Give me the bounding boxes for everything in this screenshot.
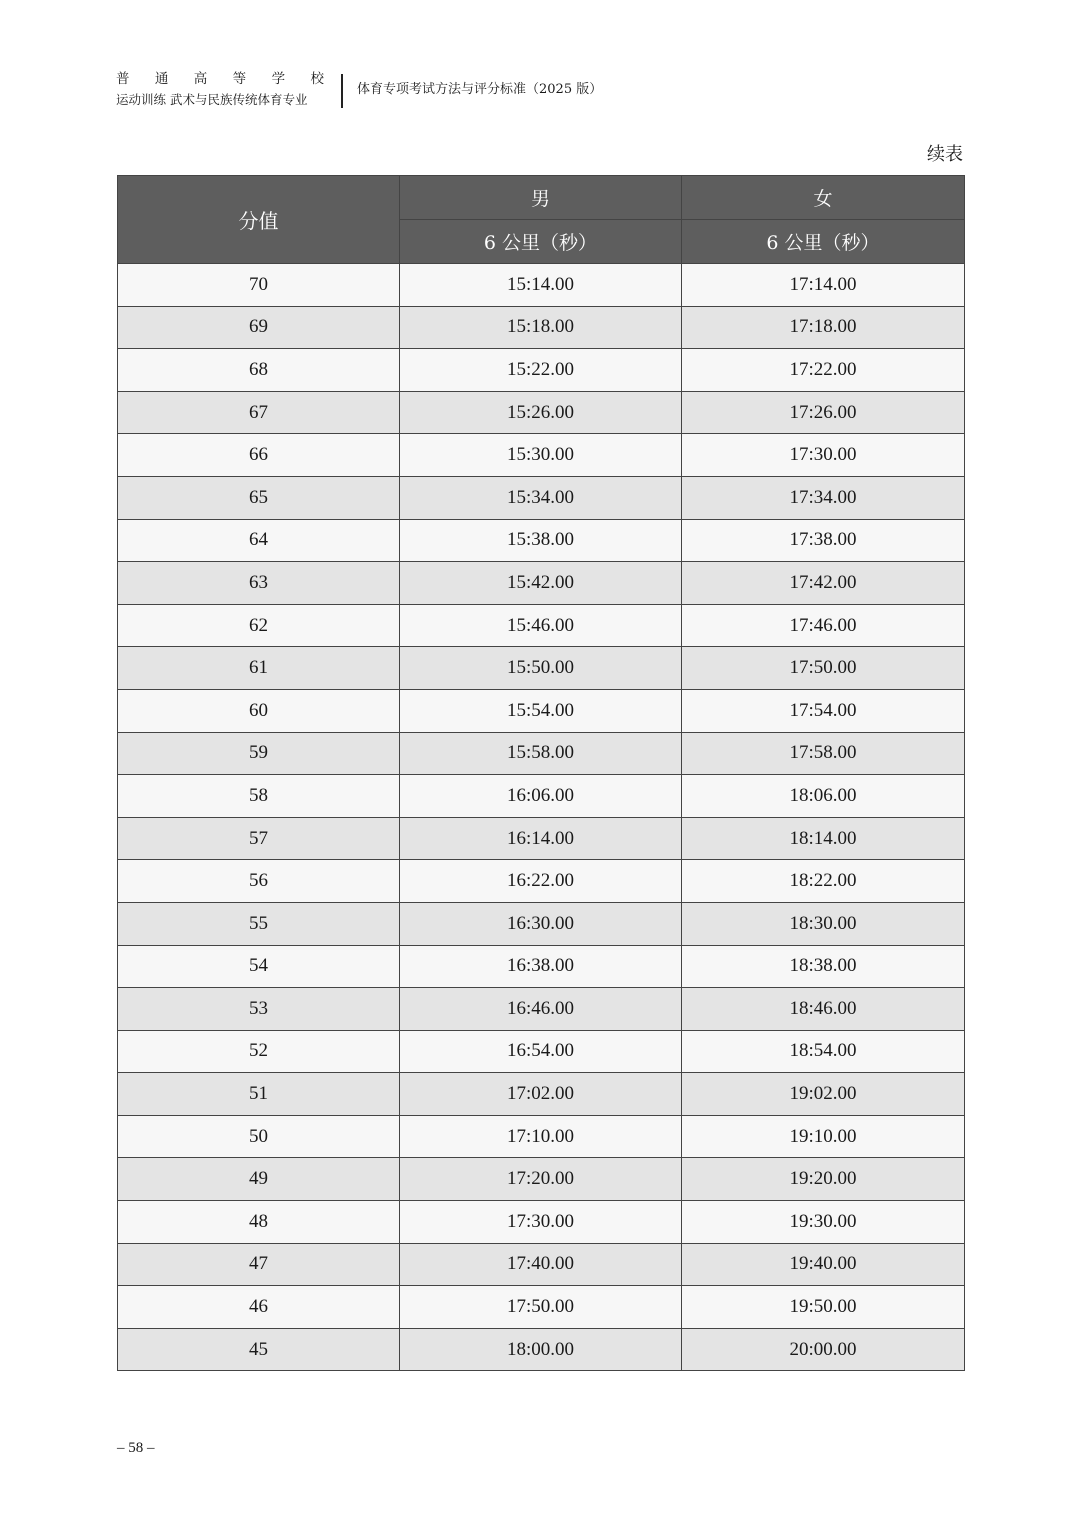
male-time-cell: 16:38.00 — [400, 945, 682, 988]
male-time-cell: 15:30.00 — [400, 434, 682, 477]
header-school-type — [116, 70, 324, 88]
header-char: 学 — [271, 71, 286, 87]
female-time-cell: 17:58.00 — [682, 732, 965, 775]
table-row — [118, 476, 965, 519]
male-time-cell: 16:54.00 — [400, 1030, 682, 1073]
table-row — [118, 306, 965, 349]
male-time-cell: 15:42.00 — [400, 562, 682, 605]
male-time-cell: 15:54.00 — [400, 689, 682, 732]
female-time-cell: 18:54.00 — [682, 1030, 965, 1073]
table-row — [118, 860, 965, 903]
table-row — [118, 519, 965, 562]
female-time-cell: 18:46.00 — [682, 988, 965, 1031]
female-time-cell: 17:34.00 — [682, 476, 965, 519]
female-time-cell: 19:30.00 — [682, 1201, 965, 1244]
female-subheader: 6 公里（秒） — [682, 220, 965, 264]
score-column-header: 分值 — [118, 176, 400, 264]
female-time-cell: 17:38.00 — [682, 519, 965, 562]
male-time-cell: 18:00.00 — [400, 1328, 682, 1371]
header-char: 高 — [193, 71, 208, 87]
score-cell: 70 — [118, 264, 400, 307]
male-time-cell: 17:40.00 — [400, 1243, 682, 1286]
male-time-cell: 15:50.00 — [400, 647, 682, 690]
table-row — [118, 732, 965, 775]
table-row — [118, 817, 965, 860]
female-column-header: 女 — [682, 176, 965, 220]
header-char: 校 — [310, 71, 324, 87]
female-time-cell: 17:50.00 — [682, 647, 965, 690]
header-char: 等 — [232, 71, 247, 87]
male-time-cell: 15:14.00 — [400, 264, 682, 307]
score-table — [117, 175, 965, 1371]
male-time-cell: 17:20.00 — [400, 1158, 682, 1201]
female-time-cell: 17:30.00 — [682, 434, 965, 477]
table-row — [118, 988, 965, 1031]
male-time-cell: 17:50.00 — [400, 1286, 682, 1329]
score-cell: 46 — [118, 1286, 400, 1329]
male-time-cell: 15:38.00 — [400, 519, 682, 562]
female-time-cell: 17:42.00 — [682, 562, 965, 605]
table-row — [118, 689, 965, 732]
score-cell: 65 — [118, 476, 400, 519]
female-time-cell: 17:22.00 — [682, 349, 965, 392]
table-row — [118, 562, 965, 605]
header-document-title: 体育专项考试方法与评分标准（2025 版） — [357, 82, 603, 97]
score-cell: 64 — [118, 519, 400, 562]
table-row — [118, 945, 965, 988]
male-time-cell: 15:26.00 — [400, 391, 682, 434]
table-row — [118, 1286, 965, 1329]
table-row — [118, 1243, 965, 1286]
header-char: 普 — [116, 71, 130, 87]
score-cell: 57 — [118, 817, 400, 860]
table-row — [118, 647, 965, 690]
male-time-cell: 16:30.00 — [400, 902, 682, 945]
score-cell: 60 — [118, 689, 400, 732]
male-time-cell: 16:14.00 — [400, 817, 682, 860]
score-cell: 48 — [118, 1201, 400, 1244]
table-row — [118, 264, 965, 307]
header-char: 通 — [154, 71, 169, 87]
page-number: – 58 – — [117, 1440, 155, 1456]
running-header-left — [116, 70, 324, 110]
header-major: 运动训练 武术与民族传统体育专业 — [116, 92, 308, 107]
female-time-cell: 20:00.00 — [682, 1328, 965, 1371]
male-time-cell: 16:06.00 — [400, 775, 682, 818]
table-row — [118, 1158, 965, 1201]
female-time-cell: 19:50.00 — [682, 1286, 965, 1329]
female-time-cell: 18:06.00 — [682, 775, 965, 818]
score-cell: 58 — [118, 775, 400, 818]
male-column-header: 男 — [400, 176, 682, 220]
table-row — [118, 1328, 965, 1371]
male-time-cell: 16:22.00 — [400, 860, 682, 903]
male-time-cell: 17:10.00 — [400, 1115, 682, 1158]
score-cell: 62 — [118, 604, 400, 647]
table-row — [118, 391, 965, 434]
female-time-cell: 17:54.00 — [682, 689, 965, 732]
female-time-cell: 17:26.00 — [682, 391, 965, 434]
score-cell: 67 — [118, 391, 400, 434]
male-subheader: 6 公里（秒） — [400, 220, 682, 264]
score-cell: 47 — [118, 1243, 400, 1286]
table-row — [118, 434, 965, 477]
score-cell: 49 — [118, 1158, 400, 1201]
score-table-body — [118, 264, 965, 1371]
male-time-cell: 15:18.00 — [400, 306, 682, 349]
score-cell: 69 — [118, 306, 400, 349]
female-time-cell: 18:22.00 — [682, 860, 965, 903]
score-cell: 54 — [118, 945, 400, 988]
score-cell: 68 — [118, 349, 400, 392]
female-time-cell: 19:40.00 — [682, 1243, 965, 1286]
female-time-cell: 19:10.00 — [682, 1115, 965, 1158]
male-time-cell: 17:02.00 — [400, 1073, 682, 1116]
score-cell: 55 — [118, 902, 400, 945]
table-row — [118, 349, 965, 392]
continued-table-label: 续表 — [927, 144, 963, 165]
female-time-cell: 17:18.00 — [682, 306, 965, 349]
score-cell: 66 — [118, 434, 400, 477]
score-cell: 63 — [118, 562, 400, 605]
score-cell: 51 — [118, 1073, 400, 1116]
male-time-cell: 15:22.00 — [400, 349, 682, 392]
score-cell: 50 — [118, 1115, 400, 1158]
male-time-cell: 15:58.00 — [400, 732, 682, 775]
female-time-cell: 18:14.00 — [682, 817, 965, 860]
score-cell: 56 — [118, 860, 400, 903]
male-time-cell: 15:46.00 — [400, 604, 682, 647]
male-time-cell: 17:30.00 — [400, 1201, 682, 1244]
female-time-cell: 19:20.00 — [682, 1158, 965, 1201]
female-time-cell: 18:30.00 — [682, 902, 965, 945]
table-row — [118, 604, 965, 647]
table-row — [118, 1115, 965, 1158]
female-time-cell: 18:38.00 — [682, 945, 965, 988]
table-row — [118, 902, 965, 945]
score-cell: 53 — [118, 988, 400, 1031]
score-cell: 45 — [118, 1328, 400, 1371]
table-row — [118, 1073, 965, 1116]
score-cell: 52 — [118, 1030, 400, 1073]
header-divider — [341, 74, 343, 108]
score-cell: 59 — [118, 732, 400, 775]
table-row — [118, 1030, 965, 1073]
score-cell: 61 — [118, 647, 400, 690]
female-time-cell: 19:02.00 — [682, 1073, 965, 1116]
male-time-cell: 16:46.00 — [400, 988, 682, 1031]
female-time-cell: 17:46.00 — [682, 604, 965, 647]
male-time-cell: 15:34.00 — [400, 476, 682, 519]
table-row — [118, 1201, 965, 1244]
table-row — [118, 775, 965, 818]
female-time-cell: 17:14.00 — [682, 264, 965, 307]
